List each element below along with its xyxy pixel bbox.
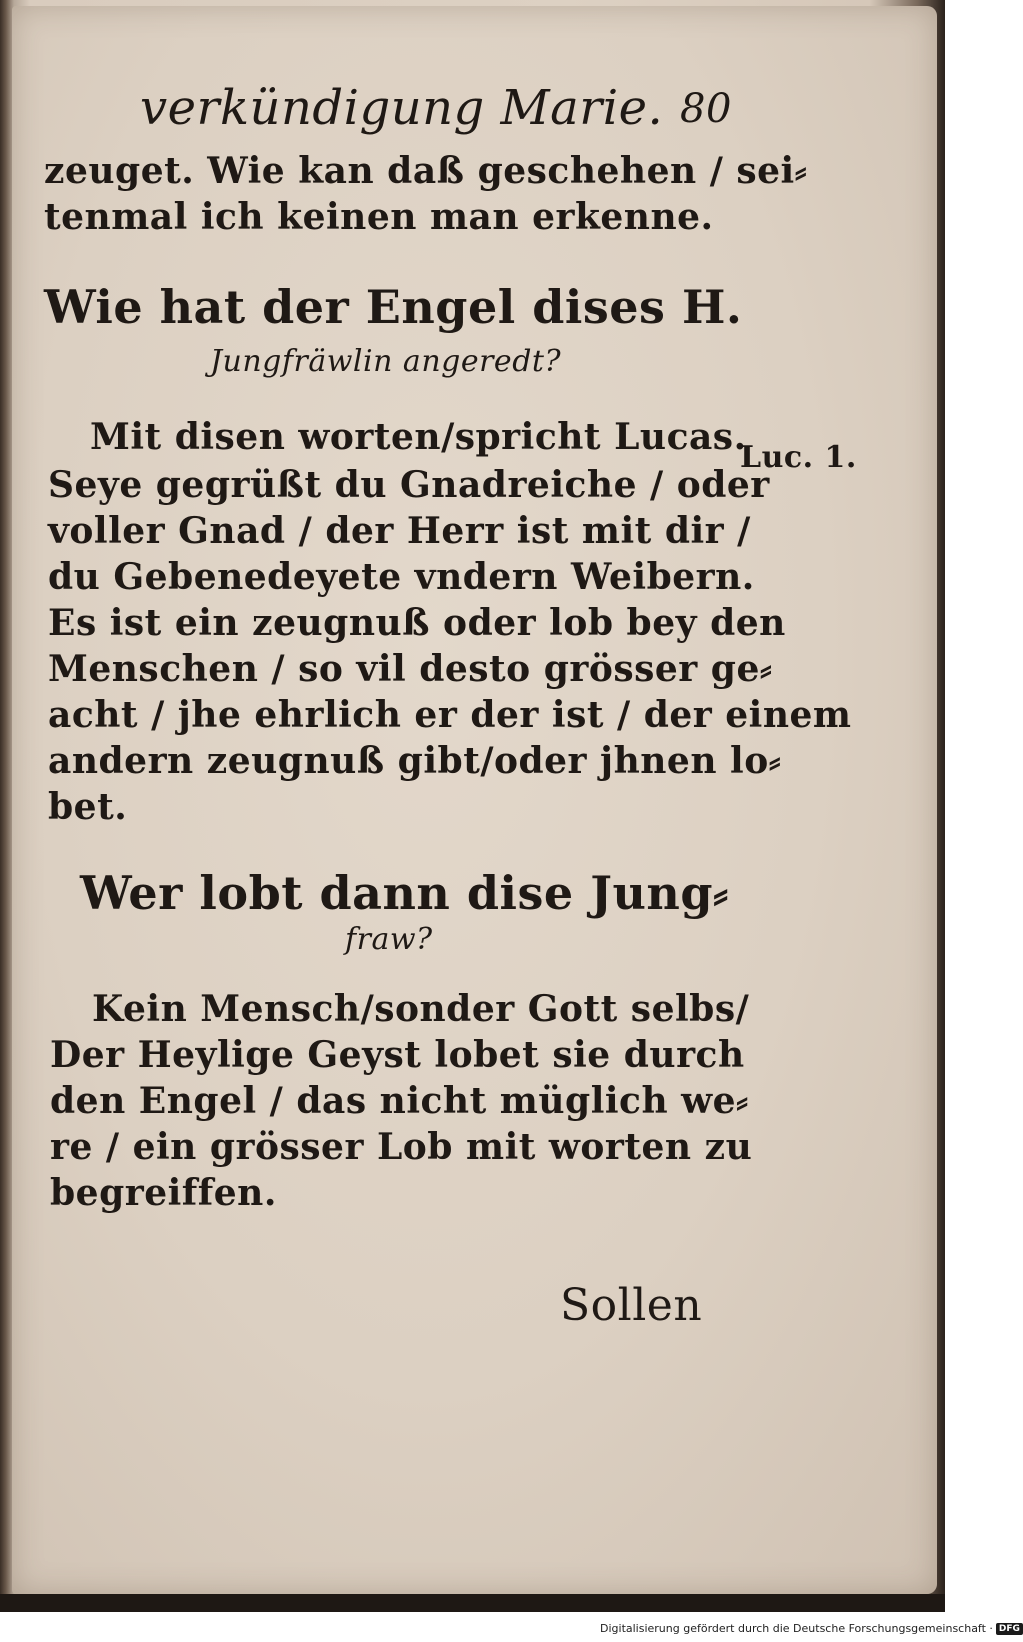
text-line: Der Heylige Geyst lobet sie durch <box>50 1034 745 1076</box>
dfg-logo-badge: DFG <box>996 1623 1023 1635</box>
margin-note: Luc. 1. <box>740 440 857 475</box>
section-heading: Wie hat der Engel dises H. <box>44 280 743 334</box>
text-line: acht / jhe ehrlich er der ist / der einem <box>48 694 852 736</box>
section-heading-continuation: fraw? <box>345 922 433 957</box>
credit-text: Digitalisierung gefördert durch die Deutsche Forschungsgemeinschaft · <box>600 1622 993 1635</box>
folio-number: 80 <box>680 86 732 132</box>
text-line: Menschen / so vil desto grösser ge⸗ <box>48 648 773 690</box>
text-line: Es ist ein zeugnuß oder lob bey den <box>48 602 786 644</box>
digitization-credit <box>600 1622 1023 1635</box>
text-line: andern zeugnuß gibt/oder jhnen lo⸗ <box>48 740 782 782</box>
section-heading-continuation: Jungfräwlin angeredt? <box>210 344 562 379</box>
text-line: Mit disen worten/spricht Lucas. <box>90 416 747 458</box>
text-line: begreiffen. <box>50 1172 277 1214</box>
running-head: verkündigung Marie. <box>140 80 664 136</box>
text-line: den Engel / das nicht müglich we⸗ <box>50 1080 749 1122</box>
bottom-shadow-band <box>0 1594 945 1612</box>
text-line: du Gebenedeyete vndern Weibern. <box>48 556 755 598</box>
text-line: tenmal ich keinen man erkenne. <box>44 196 714 238</box>
catchword: Sollen <box>560 1280 703 1331</box>
text-line: Kein Mensch/sonder Gott selbs/ <box>92 988 750 1030</box>
text-line: re / ein grösser Lob mit worten zu <box>50 1126 753 1168</box>
text-line: Seye gegrüßt du Gnadreiche / oder <box>48 464 770 506</box>
text-line: voller Gnad / der Herr ist mit dir / <box>48 510 751 552</box>
text-line: bet. <box>48 786 128 828</box>
section-heading: Wer lobt dann dise Jung⸗ <box>80 866 729 920</box>
book-page <box>12 6 937 1594</box>
text-line: zeuget. Wie kan daß geschehen / sei⸗ <box>44 150 808 192</box>
